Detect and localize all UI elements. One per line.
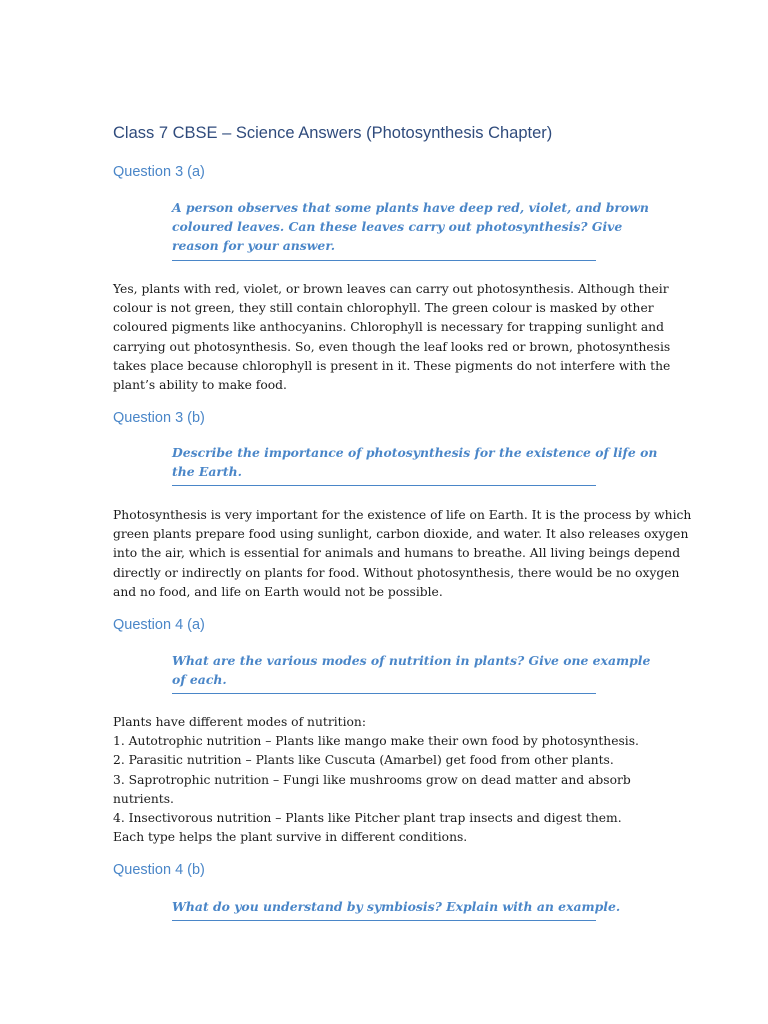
question-3b-heading: Question 3 (b) [113, 410, 205, 426]
answer-line: Each type helps the plant survive in different conditions. [113, 830, 468, 845]
answer-line: takes place because chlorophyll is present in it. These pigments do not interfere with the [113, 358, 671, 373]
answer-3a [113, 280, 673, 395]
answer-line: Photosynthesis is very important for the existence of life on Earth. It is the process by which [113, 508, 692, 522]
answer-line: colour is not green, they still contain chlorophyll. The green colour is masked by other [113, 301, 654, 316]
answer-line: Yes, plants with red, violet, or brown leaves can carry out photosynthesis. Although their [113, 282, 669, 296]
answer-line: directly or indirectly on plants for food. Without photosynthesis, there would be no oxygen [113, 565, 680, 580]
question-4a-heading: Question 4 (a) [113, 617, 205, 633]
question-line: Describe the importance of photosynthesis for the existence of life on [172, 445, 658, 460]
answer-line: Plants have different modes of nutrition: [113, 715, 366, 729]
answer-line: 3. Saprotrophic nutrition – Fungi like mushrooms grow on dead matter and absorb [113, 772, 631, 787]
question-line: the Earth. [172, 464, 242, 480]
question-line: coloured leaves. Can these leaves carry out photosynthesis? Give [172, 219, 623, 235]
question-4a-text [172, 651, 651, 694]
question-line: reason for your answer. [172, 238, 336, 254]
question-line: of each. [172, 672, 227, 688]
answer-4a [113, 713, 673, 847]
question-3a-text [172, 198, 649, 261]
answer-line: carrying out photosynthesis. So, even though the leaf looks red or brown, photosynthesis [113, 339, 671, 354]
document-title: Class 7 CBSE – Science Answers (Photosynthesis Chapter) [113, 124, 553, 142]
answer-3b [113, 506, 692, 602]
question-line: What do you understand by symbiosis? Explain with an example. [172, 899, 621, 914]
question-3b-text [172, 443, 658, 486]
answer-line: and no food, and life on Earth would not be possible. [113, 584, 443, 599]
answer-line: plant’s ability to make food. [113, 378, 287, 393]
answer-line: into the air, which is essential for animals and humans to breathe. All living beings depend [113, 546, 681, 561]
answer-line: 4. Insectivorous nutrition – Plants like Pitcher plant trap insects and digest them. [113, 811, 622, 826]
question-4b-heading: Question 4 (b) [113, 862, 205, 878]
answer-line: 1. Autotrophic nutrition – Plants like mango make their own food by photosynthesis. [113, 734, 639, 749]
answer-line: nutrients. [113, 791, 174, 806]
answer-line: coloured pigments like anthocyanins. Chlorophyll is necessary for trapping sunlight and [113, 320, 664, 335]
answer-line: 2. Parasitic nutrition – Plants like Cuscuta (Amarbel) get food from other plants. [113, 753, 614, 768]
question-line: A person observes that some plants have deep red, violet, and brown [172, 200, 649, 215]
question-line: What are the various modes of nutrition in plants? Give one example [172, 653, 651, 668]
question-3a-heading: Question 3 (a) [113, 164, 205, 180]
answer-line: green plants prepare food using sunlight, carbon dioxide, and water. It also releases oxygen [113, 527, 689, 542]
question-4b-text [172, 897, 621, 921]
